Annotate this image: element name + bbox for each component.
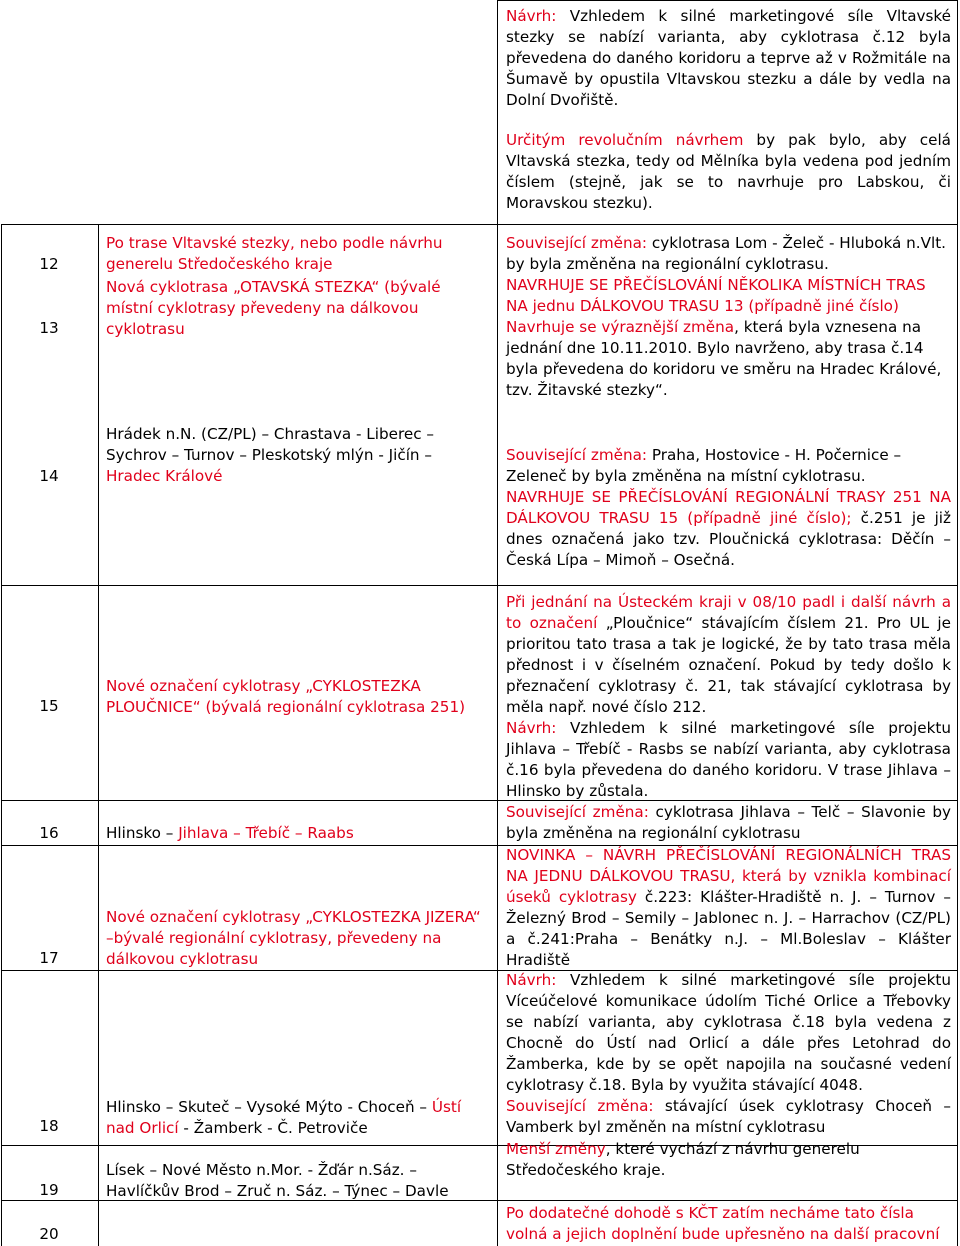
proposal-text: cyklotrasa Jihlava – Telč – Slavonie by byla změněna na regionální cyklotrasu xyxy=(506,803,951,842)
proposal-paragraph xyxy=(506,233,951,275)
route-text: - Žamberk - Č. Petroviče xyxy=(178,1119,368,1137)
proposal-text: Vzhledem k silné marketingové síle projektu Víceúčelové komunikace údolím Tiché Orlice a Třebovky se nabízí varianta, aby cyklotrasa č.18 byla vedena z Chocně do Ústí nad Orlicí a dále přes Letohrad do Žamberka, kde by se opět napojila na současné vedení cyklotrasy č.18. Byla by využita stávající 4048. xyxy=(506,971,951,1094)
row-number: 20 xyxy=(39,1225,59,1243)
proposal-text: Vzhledem k silné marketingové síle Vltavské stezky se nabízí varianta, aby cyklotrasa č.12 byla převedena do daného koridoru a teprve až v Rožmitále na Šumavě by opustila Vltavskou stezku a dále by vedla na Dolní Dvořiště. xyxy=(506,7,951,109)
proposal-cell xyxy=(506,1139,951,1181)
row-rule xyxy=(1,224,958,225)
proposal-cell xyxy=(506,1203,951,1245)
table-divider-2 xyxy=(497,0,498,1246)
proposal-paragraph xyxy=(506,1096,951,1138)
proposal-paragraph xyxy=(506,487,951,571)
proposal-heading: NAVRHUJE SE PŘEČÍSLOVÁNÍ NĚKOLIKA MÍSTNÍCH TRAS NA jednu DÁLKOVOU TRASU 13 (případně jiné číslo) xyxy=(506,276,926,315)
proposal-text: stávající úsek cyklotrasy Choceň – Vamberk byl změněn na místní cyklotrasu xyxy=(506,1097,951,1136)
proposal-text: by pak bylo, aby celá Vltavská stezka, tedy od Mělníka byla vedena pod jedním číslem (stejně, jak se to navrhuje pro Labskou, či Moravskou stezku). xyxy=(506,131,951,212)
proposal-cell xyxy=(506,592,951,718)
row-number: 18 xyxy=(39,1117,59,1135)
route-text: Po trase Vltavské stezky, nebo podle návrhu generelu Středočeského kraje xyxy=(106,234,443,273)
table-border-left xyxy=(1,225,2,1246)
proposal-text: „Ploučnice“ stávajícím číslem 21. Pro UL je prioritou tato trasa a tak je logické, že by tato trasa měla přednost i v číselném označení. Pokud by tedy došlo k přeznačení cyklotrasy č. 21, tak stávající cyklotrasa by měla např. nové číslo 212. xyxy=(506,614,951,716)
proposal-text: , která byla vznesena na jednání dne 10.11.2010. Bylo navrženo, aby trasa č.14 byla převedena do koridoru ve směru na Hradec Králové, tzv. Žitavské stezky“. xyxy=(506,318,942,399)
route-text: Hlinsko – xyxy=(106,824,179,842)
proposal-text: Praha, Hostovice - H. Počernice – Zeleneč by byla změněna na místní cyklotrasu. xyxy=(506,446,902,485)
proposal-text: č.223: Klášter-Hradiště n. J. – Turnov – Železný Brod – Semily – Jablonec n. J. – Harrachov (CZ/PL) a č.241:Praha – Benátky n.J. – Ml.Boleslav – Klášter Hradiště xyxy=(506,888,951,969)
route-text: Hlinsko – Skuteč – Vysoké Mýto - Choceň – xyxy=(106,1098,432,1116)
proposal-heading: NOVINKA – NÁVRH PŘEČÍSLOVÁNÍ REGIONÁLNÍCH TRAS NA JEDNU DÁLKOVOU TRASU, která by vznikla kombinací úseků cyklotrasy xyxy=(506,846,951,906)
row-number: 14 xyxy=(39,467,59,485)
proposal-label: Související změna: xyxy=(506,234,648,252)
proposal-cell xyxy=(506,130,951,214)
route-text: Nová cyklotrasa „OTAVSKÁ STEZKA“ (bývalé místní cyklotrasy převedeny na dálkovou cyklotrasu xyxy=(106,278,441,338)
route-cell xyxy=(106,1160,481,1202)
proposal-label: Související změna: xyxy=(506,446,648,464)
proposal-cell xyxy=(506,6,951,111)
route-cell xyxy=(106,1097,481,1139)
proposal-heading: NAVRHUJE SE PŘEČÍSLOVÁNÍ REGIONÁLNÍ TRASY 251 NA DÁLKOVOU TRASU 15 (případně jiné číslo); xyxy=(506,488,951,527)
proposal-text: Vzhledem k silné marketingové síle projektu Jihlava – Třebíč - Rasbs se nabízí varianta, aby cyklotrasa č.16 byla převedena do daného koridoru. V trase Jihlava – Hlinsko by zůstala. xyxy=(506,719,951,800)
row-number: 12 xyxy=(39,255,59,273)
proposal-label: Navrhuje se výraznější změna xyxy=(506,318,735,336)
table-divider-1 xyxy=(98,225,99,1246)
proposal-cell xyxy=(506,845,951,971)
route-cell xyxy=(106,277,466,340)
route-text-highlight: Jihlava – Třebíč – Raabs xyxy=(178,824,354,842)
route-text: Nové označení cyklotrasy „CYKLOSTEZKA JIZERA“ –bývalé regionální cyklotrasy, převedeny na dálkovou cyklotrasu xyxy=(106,908,481,968)
proposal-paragraph xyxy=(506,445,951,487)
route-cell xyxy=(106,823,486,844)
proposal-label: Určitým revolučním návrhem xyxy=(506,131,744,149)
row-rule xyxy=(1,585,958,586)
proposal-paragraph xyxy=(506,802,951,844)
route-text: Hrádek n.N. (CZ/PL) – Chrastava - Liberec – Sychrov – Turnov – Pleskotský mlýn - Jičín – xyxy=(106,425,434,464)
route-text-highlight: Ústí nad Orlicí xyxy=(106,1098,462,1137)
table-top-rule xyxy=(497,0,958,1)
proposal-cell xyxy=(506,970,951,1138)
proposal-cell xyxy=(506,718,951,844)
route-text: Nové označení cyklotrasy „CYKLOSTEZKA PLOUČNICE“ (bývalá regionální cyklotrasa 251) xyxy=(106,677,466,716)
route-cell xyxy=(106,676,476,718)
proposal-paragraph xyxy=(506,718,951,802)
proposal-heading: Při jednání na Ústeckém kraji v 08/10 padl i další návrh a to označení xyxy=(506,593,951,632)
route-cell xyxy=(106,424,476,487)
proposal-label: Související změna: xyxy=(506,803,649,821)
row-number: 13 xyxy=(39,319,59,337)
proposal-text: , které vychází z návrhu generelu Středočeského kraje. xyxy=(506,1140,860,1179)
proposal-label: Související změna: xyxy=(506,1097,654,1115)
row-number: 15 xyxy=(39,697,59,715)
route-cell xyxy=(106,233,476,275)
row-number: 17 xyxy=(39,949,59,967)
route-text-highlight: Hradec Králové xyxy=(106,467,223,485)
proposal-cell xyxy=(506,233,951,401)
proposal-label: Návrh: xyxy=(506,719,557,737)
table-border-right xyxy=(957,0,958,1246)
row-number: 19 xyxy=(39,1181,59,1199)
proposal-label: Návrh: xyxy=(506,7,557,25)
proposal-label: Návrh: xyxy=(506,971,557,989)
route-cell xyxy=(106,907,481,970)
proposal-text: č.251 je již dnes označená jako tzv. Ploučnická cyklotrasa: Děčín – Česká Lípa – Mimoň – Osečná. xyxy=(506,509,951,569)
row-number: 16 xyxy=(39,824,59,842)
proposal-text: Po dodatečné dohodě s KČT zatím necháme tato čísla volná a jejich doplnění bude upřesněno na další pracovní xyxy=(506,1204,940,1243)
proposal-cell xyxy=(506,445,951,571)
proposal-paragraph xyxy=(506,970,951,1096)
route-text: Lísek – Nové Město n.Mor. - Žďár n.Sáz. – Havlíčkův Brod – Zruč n. Sáz. – Týnec – Davle xyxy=(106,1161,449,1200)
proposal-paragraph xyxy=(506,317,951,401)
proposal-label: Menší změny xyxy=(506,1140,606,1158)
proposal-text: cyklotrasa Lom - Želeč - Hluboká n.Vlt. by byla změněna na regionální cyklotrasu. xyxy=(506,234,946,273)
